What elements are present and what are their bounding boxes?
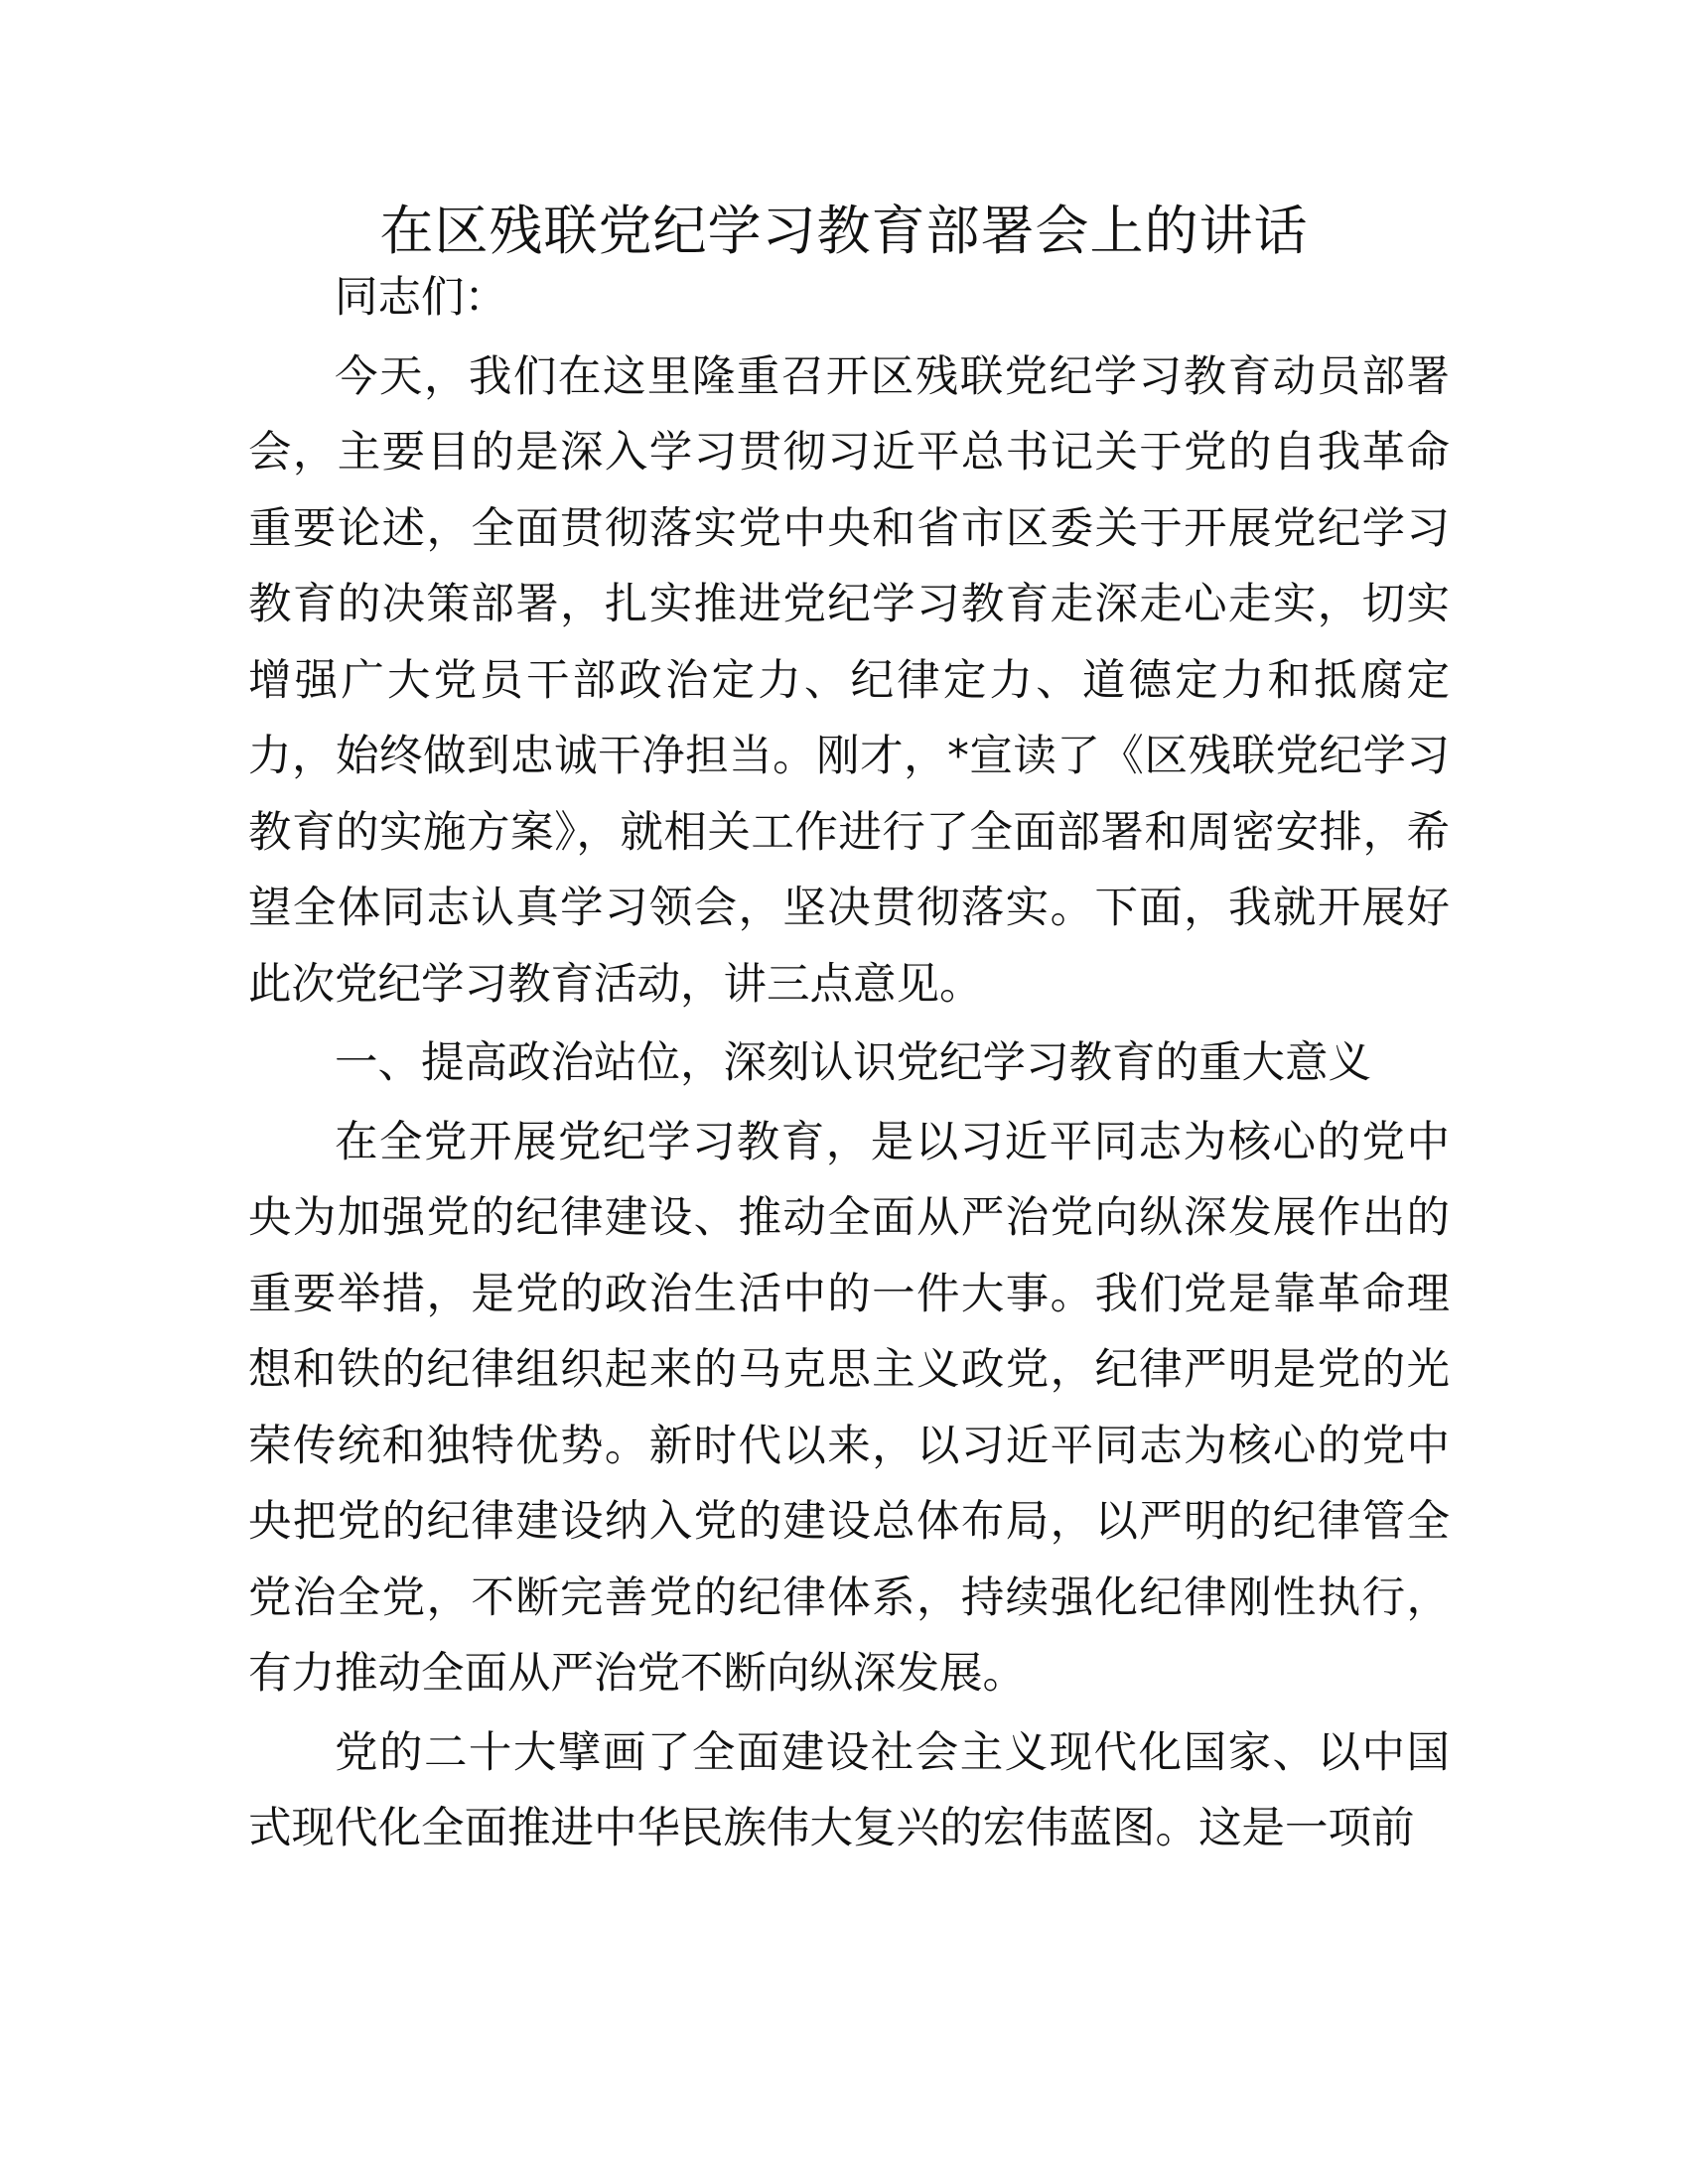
paragraph-intro: 今天，我们在这里隆重召开区残联党纪学习教育动员部署会，主要目的是深入学习贯彻习近平总书记关于党的自我革命重要论述，全面贯彻落实党中央和省市区委关于开展党纪学习教育的决策部署，扎实推进党纪学习教育走深走心走实，切实增强广大党员干部政治定力、纪律定力、道德定力和抵腐定力，始终做到忠诚干净担当。刚才，*宣读了《区残联党纪学习教育的实施方案》，就相关工作进行了全面部署和周密安排，希望全体同志认真学习领会，坚决贯彻落实。下面，我就开展好此次党纪学习教育活动，讲三点意见。 [248, 351, 1450, 1010]
document-title: 在区残联党纪学习教育部署会上的讲话 [379, 200, 1309, 262]
section-heading-1: 一、提高政治站位，深刻认识党纪学习教育的重大意义 [335, 1038, 1371, 1088]
paragraph-significance: 在全党开展党纪学习教育，是以习近平同志为核心的党中央为加强党的纪律建设、推动全面从严治党向纵深发展作出的重要举措，是党的政治生活中的一件大事。我们党是靠革命理想和铁的纪律组织起来的马克思主义政党，纪律严明是党的光荣传统和独特优势。新时代以来，以习近平同志为核心的党中央把党的纪律建设纳入党的建设总体布局，以严明的纪律管全党治全党，不断完善党的纪律体系，持续强化纪律刚性执行，有力推动全面从严治党不断向纵深发展。 [248, 1117, 1450, 1699]
document-body [248, 260, 1450, 1867]
paragraph-twentieth-congress: 党的二十大擘画了全面建设社会主义现代化国家、以中国式现代化全面推进中华民族伟大复兴的宏伟蓝图。这是一项前 [248, 1727, 1450, 1853]
salutation: 同志们： [335, 273, 507, 323]
